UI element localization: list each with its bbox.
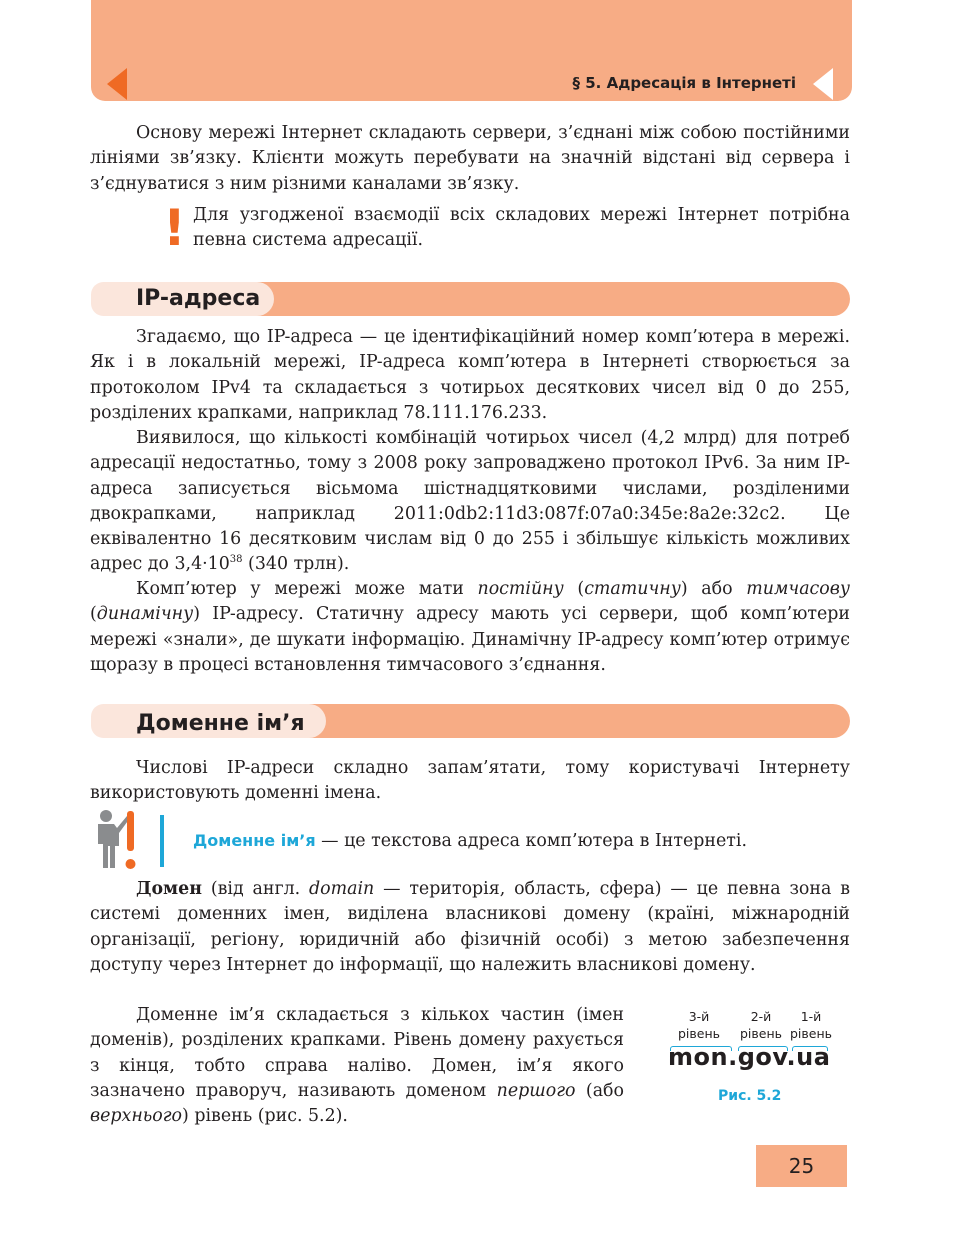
level-3-label: 3-й рівень <box>677 1009 720 1041</box>
intro-paragraph: Основу мережі Інтернет складають сервери, з’єднані між собою постійними лініями зв’язку. Клієнти можуть перебувати на значній відстані від сервера і з’єднуватися з ним різними каналами зв’язку. <box>90 123 850 194</box>
figure-caption: Рис. 5.2 <box>718 1088 782 1104</box>
domain-example: mon.gov.ua <box>668 1043 831 1071</box>
definition-domain-name: Доменне ім’я — це текстова адреса комп’ютера в Інтернеті. <box>193 831 747 851</box>
section-header-domain <box>91 704 850 738</box>
next-page-arrow-icon[interactable] <box>813 68 833 100</box>
domain-paragraph-1: Числові IP-адреси складно запам’ятати, тому користувачі Інтернету використовують доменні імена. <box>90 758 850 804</box>
definition-bar <box>160 815 164 867</box>
section-title-ip: IP-адреса <box>136 286 261 311</box>
page-number: 25 <box>756 1145 847 1187</box>
chapter-title: § 5. Адресація в Інтернеті <box>572 74 796 92</box>
ip-paragraph-3: Комп’ютер у мережі може мати постійну (статичну) або тимчасову (динамічну) IP-адресу. Статичну адресу мають усі сервери, щоб комп’ютери мережі «знали», де шукати інформацію. Динамічну IP-адресу комп’ютер отримує щоразу в процесі встановлення тимчасового з’єднання. <box>90 579 850 675</box>
ip-paragraph-1: Згадаємо, що IP-адреса — це ідентифікаційний номер комп’ютера в мережі. Як і в локальній мережі, IP-адреса комп’ютера в Інтернеті створюється за протоколом IPv4 та складається з чотирьох десяткових чисел від 0 до 255, розділених крапками, наприклад 78.111.176.233. <box>90 327 850 423</box>
domain-paragraph-2: Домен (від англ. domain — територія, область, сфера) — це певна зона в системі доменних імен, виділена власникові домену (країні, міжнародній організації, регіону, юридичній або фізичній особі) з метою забезпечення доступу через Інтернет до інформації, що належить власникові домену. <box>90 879 850 975</box>
section-title-domain: Доменне ім’я <box>136 711 305 736</box>
level-1-label: 1-й рівень <box>789 1009 832 1041</box>
figure-domain-levels <box>660 1008 840 1108</box>
person-exclamation-icon <box>94 808 144 872</box>
important-note: Для узгодженої взаємодії всіх складових мережі Інтернет потрібна певна система адресації. <box>193 205 850 251</box>
exclamation-icon: ! <box>163 199 186 257</box>
prev-page-arrow-icon[interactable] <box>107 68 127 100</box>
section-header-ip <box>91 282 850 316</box>
ip-paragraph-2: Виявилося, що кількості комбінацій чотирьох чисел (4,2 млрд) для потреб адресації недостатньо, тому з 2008 року запроваджено протокол IPv6. За ним IP-адреса записується вісьмома шістнадцятковими числами, розділеними двокрапками, наприклад 2011:0db2:11d3:087f:07a0:345e:8a2e:32c2. Це еквівалентно 16 десятковим числам від 0 до 255 і збільшує кількість можливих адрес до $3,4\cdot 10^{38}$ (340 трлн). <box>90 428 850 575</box>
level-2-label: 2-й рівень <box>739 1009 782 1041</box>
domain-paragraph-3: Доменне ім’я складається з кількох частин (імен доменів), розділених крапками. Рівень домену рахується з кінця, тобто справа наліво. Домен, ім’я якого зазначено праворуч, називають доменом першого (або верхнього) рівень (рис. 5.2). <box>90 1005 624 1127</box>
